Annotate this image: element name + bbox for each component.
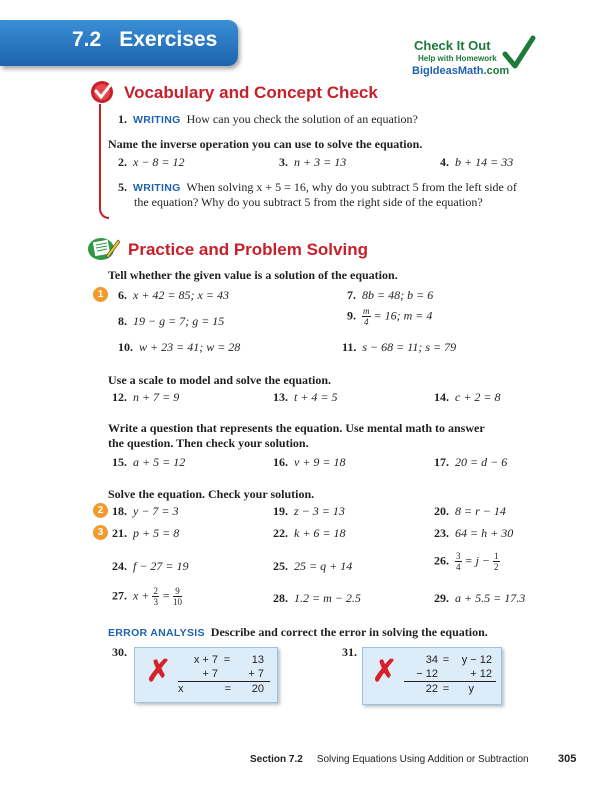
exercise-13 — [273, 390, 338, 405]
worked-solution-30 — [178, 654, 270, 695]
work-equals — [218, 668, 236, 680]
work-left: 34 — [425, 654, 438, 666]
equation: 1.2 = m − 2.5 — [294, 591, 361, 605]
equation: = 16; m = 4 — [370, 308, 433, 323]
exercise-10 — [118, 340, 240, 355]
equation: a + 5.5 = 17.3 — [455, 591, 526, 605]
exercise-17 — [434, 455, 507, 470]
fraction — [362, 306, 371, 327]
equation: x + 42 = 85; x = 43 — [133, 288, 229, 302]
fraction-denominator: 4 — [364, 317, 369, 327]
exercise-number: 12. — [112, 390, 127, 404]
checkmark-logo-icon — [502, 34, 536, 74]
worked-solution-31 — [404, 654, 496, 695]
work-row — [404, 683, 496, 695]
exercise-25 — [273, 559, 352, 574]
practice-pencil-icon — [86, 234, 120, 262]
group1-instruction: Tell whether the given value is a solution of the equation. — [108, 268, 398, 282]
fraction-numerator: 1 — [494, 551, 499, 561]
work-row — [404, 668, 496, 682]
exercise-27 — [112, 586, 182, 607]
exercise-number: 7. — [347, 288, 356, 302]
group3-instruction-line1: Write a question that represents the equation. Use mental math to answer — [108, 421, 485, 435]
exercise-30-number — [112, 645, 127, 660]
exercise-number: 25. — [273, 559, 288, 573]
group3-instruction-line2: the question. Then check your solution. — [108, 436, 309, 450]
exercise-4 — [440, 155, 513, 170]
exercise-9 — [347, 306, 432, 327]
exercise-number: 13. — [273, 390, 288, 404]
equation: n + 7 = 9 — [133, 390, 180, 404]
fraction — [173, 586, 182, 607]
fraction-numerator: 3 — [456, 551, 461, 561]
fraction — [493, 551, 500, 572]
vocabulary-bracket — [99, 104, 109, 219]
equation: z − 3 = 13 — [294, 504, 345, 518]
work-row — [178, 668, 270, 682]
work-left: x — [178, 683, 184, 695]
exercise-number: 21. — [112, 526, 127, 540]
practice-heading: Practice and Problem Solving — [128, 240, 368, 259]
equation: n + 3 = 13 — [294, 155, 347, 169]
work-right: y — [468, 683, 474, 695]
exercise-5 — [118, 180, 517, 195]
section-title: Exercises — [119, 28, 218, 51]
error-analysis-text: Describe and correct the error in solving the equation. — [210, 625, 488, 639]
work-row — [178, 683, 270, 695]
exercise-number: 16. — [273, 455, 288, 469]
exercise-number: 28. — [273, 591, 288, 605]
wrong-x-icon: ✗ — [372, 655, 398, 688]
equation: w + 23 = 41; w = 28 — [139, 340, 241, 354]
vocab-instruction: Name the inverse operation you can use to solve the equation. — [108, 137, 423, 151]
equation: a + 5 = 12 — [133, 455, 186, 469]
exercise-2 — [118, 155, 185, 170]
fraction-numerator: m — [363, 306, 370, 316]
equation-middle: = — [158, 588, 174, 603]
error-analysis-keyword: ERROR ANALYSIS — [108, 627, 205, 639]
page-number: 305 — [558, 753, 577, 765]
exercise-number: 8. — [118, 314, 127, 328]
equation: k + 6 = 18 — [294, 526, 346, 540]
exercise-1 — [118, 112, 418, 127]
work-right: 20 — [251, 683, 264, 695]
equation: 8 = r − 14 — [455, 504, 506, 518]
equation: 8b = 48; b = 6 — [362, 288, 434, 302]
exercise-number: 29. — [434, 591, 449, 605]
equation: f − 27 = 19 — [133, 559, 189, 573]
exercise-number: 23. — [434, 526, 449, 540]
exercise-number: 11. — [342, 340, 357, 354]
page-footer — [250, 754, 529, 765]
equation: 19 − g = 7; g = 15 — [133, 314, 225, 328]
equation: b + 14 = 33 — [455, 155, 514, 169]
exercise-28 — [273, 591, 361, 606]
fraction-denominator: 2 — [494, 562, 499, 572]
equation: 20 = d − 6 — [455, 455, 508, 469]
wrong-x-icon: ✗ — [146, 655, 172, 688]
equation: x − 8 = 12 — [133, 155, 185, 169]
work-row — [178, 654, 270, 666]
exercise-text: How can you check the solution of an equation? — [186, 112, 418, 126]
bigideasmath-text: BigIdeasMath — [412, 65, 484, 77]
exercise-number: 14. — [434, 390, 449, 404]
work-row — [404, 654, 496, 666]
exercise-11 — [342, 340, 456, 355]
exercise-number: 2. — [118, 155, 127, 169]
exercise-19 — [273, 504, 345, 519]
exercise-number: 4. — [440, 155, 449, 169]
exercise-23 — [434, 526, 513, 541]
equation: v + 9 = 18 — [294, 455, 346, 469]
equation: y − 7 = 3 — [133, 504, 179, 518]
footer-section: Section 7.2 — [250, 754, 303, 765]
exercise-number: 15. — [112, 455, 127, 469]
exercise-3 — [279, 155, 346, 170]
work-equals — [438, 668, 454, 680]
exercise-24 — [112, 559, 189, 574]
section-banner-title — [72, 28, 217, 52]
work-left: x + 7 — [193, 654, 218, 666]
exercise-20 — [434, 504, 506, 519]
exercise-15 — [112, 455, 185, 470]
vocabulary-heading: Vocabulary and Concept Check — [124, 83, 378, 102]
work-right: y − 12 — [461, 654, 492, 666]
exercise-number: 17. — [434, 455, 449, 469]
exercise-5-line2: the equation? Why do you subtract 5 from the right side of the equation? — [134, 195, 483, 209]
work-equals: = — [224, 683, 231, 695]
exercise-21 — [112, 526, 179, 541]
fraction-numerator: 2 — [153, 586, 158, 596]
footer-title: Solving Equations Using Addition or Subtraction — [316, 754, 529, 765]
equation-prefix: x + — [133, 588, 153, 603]
exercise-29 — [434, 591, 525, 606]
exercise-7 — [347, 288, 433, 303]
work-right: 13 — [251, 654, 264, 666]
exercise-text-line1: When solving x + 5 = 16, why do you subtract 5 from the left side of — [186, 180, 517, 194]
exercise-number: 3. — [279, 155, 288, 169]
example-marker-3[interactable]: 3 — [93, 525, 108, 540]
exercise-number: 19. — [273, 504, 288, 518]
exercise-number: 26. — [434, 553, 449, 568]
exercise-number: 22. — [273, 526, 288, 540]
exercise-18 — [112, 504, 179, 519]
exercise-8 — [118, 314, 224, 329]
exercise-number: 18. — [112, 504, 127, 518]
exercise-number: 9. — [347, 308, 356, 323]
equation: t + 4 = 5 — [294, 390, 338, 404]
work-right: + 12 — [470, 668, 492, 680]
exercise-number: 20. — [434, 504, 449, 518]
bigideasmath-suffix: .com — [483, 65, 510, 77]
vocabulary-check-icon — [88, 76, 118, 106]
fraction-denominator: 4 — [456, 562, 461, 572]
exercise-number: 5. — [118, 180, 127, 194]
help-with-homework-label: Help with Homework — [418, 54, 497, 63]
exercise-22 — [273, 526, 346, 541]
equation-middle: = j − — [461, 553, 494, 568]
exercise-14 — [434, 390, 501, 405]
exercise-16 — [273, 455, 346, 470]
work-left: + 7 — [202, 668, 218, 680]
exercise-number: 30. — [112, 645, 127, 659]
error-analysis-instruction — [108, 625, 488, 640]
work-left: 22 — [425, 683, 438, 695]
bigideasmath-link[interactable] — [412, 65, 509, 77]
work-right: + 7 — [248, 668, 264, 680]
work-equals: = — [442, 654, 450, 666]
work-equals: = — [442, 683, 450, 695]
fraction-denominator: 3 — [153, 597, 158, 607]
fraction-numerator: 9 — [173, 586, 182, 597]
exercise-6 — [118, 288, 229, 303]
exercise-number: 10. — [118, 340, 133, 354]
equation: c + 2 = 8 — [455, 390, 501, 404]
check-it-out-label[interactable]: Check It Out — [414, 38, 491, 53]
exercise-number: 31. — [342, 645, 357, 659]
group4-instruction: Solve the equation. Check your solution. — [108, 487, 315, 501]
exercise-number: 24. — [112, 559, 127, 573]
writing-keyword: WRITING — [133, 182, 181, 194]
example-marker-2[interactable]: 2 — [93, 503, 108, 518]
exercise-31-number — [342, 645, 357, 660]
group2-instruction: Use a scale to model and solve the equation. — [108, 373, 331, 387]
section-number: 7.2 — [72, 28, 102, 51]
writing-keyword: WRITING — [133, 114, 181, 126]
equation: p + 5 = 8 — [133, 526, 180, 540]
exercise-number: 27. — [112, 588, 127, 603]
example-marker-1[interactable]: 1 — [93, 287, 108, 302]
equation: 25 = q + 14 — [294, 559, 353, 573]
equation: s − 68 = 11; s = 79 — [362, 340, 457, 354]
exercise-12 — [112, 390, 179, 405]
work-left: − 12 — [416, 668, 438, 680]
exercise-number: 6. — [118, 288, 127, 302]
equation: 64 = h + 30 — [455, 526, 514, 540]
exercise-number: 1. — [118, 112, 127, 126]
fraction-denominator: 10 — [173, 597, 183, 607]
work-equals: = — [223, 654, 231, 666]
exercise-26 — [434, 551, 500, 572]
